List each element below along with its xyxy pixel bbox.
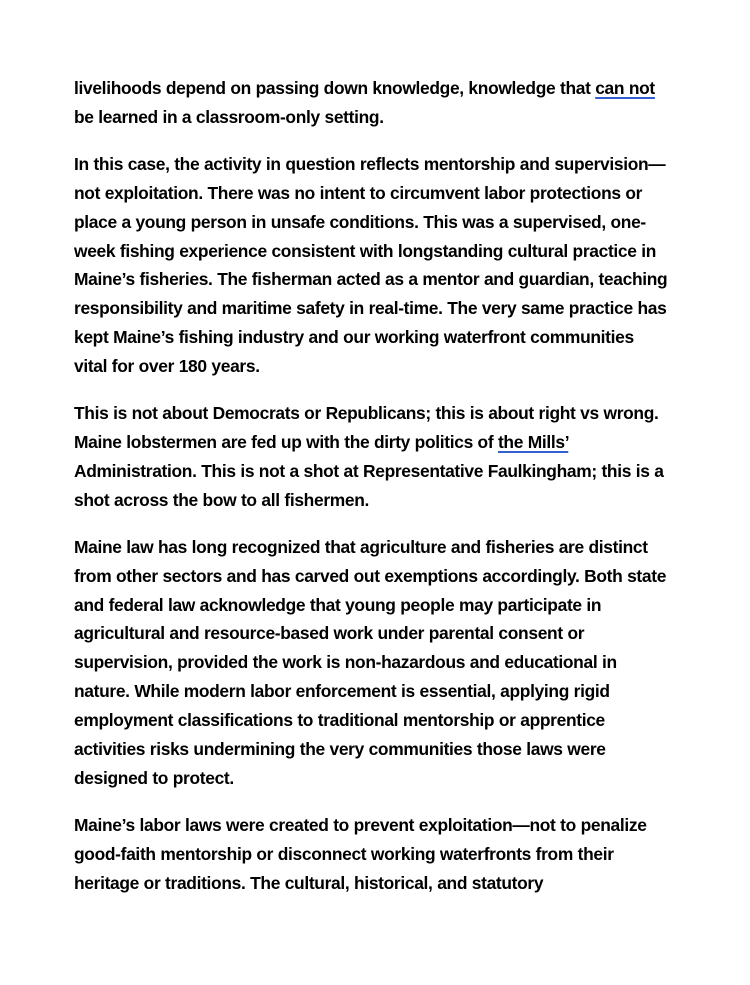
text-run: Maine law has long recognized that agriculture and fisheries are distinct from other sectors and has carved out exemptions accordingly. Both state and federal law acknowledge that young people may participate in agricultural and resource-based work under parental consent or supervision, provided the work is non-hazardous and educational in nature. While modern labor enforcement is essential, applying rigid employment classifications to traditional mentorship or apprentice activities risks undermining the very communities those laws were designed to protect. xyxy=(74,536,667,788)
text-run: Maine’s labor laws were created to prevent exploitation—not to penalize good-faith mentorship or disconnect working waterfronts from their heritage or traditions. The cultural, historical, and statutory xyxy=(74,814,647,893)
paragraph xyxy=(74,74,668,132)
text-run: livelihoods depend on passing down knowledge, knowledge that xyxy=(74,78,596,98)
underlined-text-run: the Mills’ xyxy=(497,431,569,452)
text-run: In this case, the activity in question reflects mentorship and supervision—not exploitation. There was no intent to circumvent labor protections or place a young person in unsafe conditions. This was a supervised, one-week fishing experience consistent with longstanding cultural practice in Maine’s fisheries. The fisherman acted as a mentor and guardian, teaching responsibility and maritime safety in real-time. The very same practice has kept Maine’s fishing industry and our working waterfront communities vital for over 180 years. xyxy=(74,153,668,377)
text-run: be learned in a classroom-only setting. xyxy=(74,106,384,127)
paragraph xyxy=(74,399,668,515)
paragraph xyxy=(74,150,668,381)
text-run: This is not about Democrats or Republicans; this is about right vs wrong. Maine lobstermen are fed up with the dirty politics of xyxy=(74,403,659,452)
paragraph xyxy=(74,533,668,793)
document-text-body xyxy=(74,74,668,898)
text-run: Administration. This is not a shot at Representative Faulkingham; this is a shot across the bow to all fishermen. xyxy=(74,460,664,510)
underlined-text-run: can not xyxy=(595,78,655,98)
paragraph xyxy=(74,811,668,898)
